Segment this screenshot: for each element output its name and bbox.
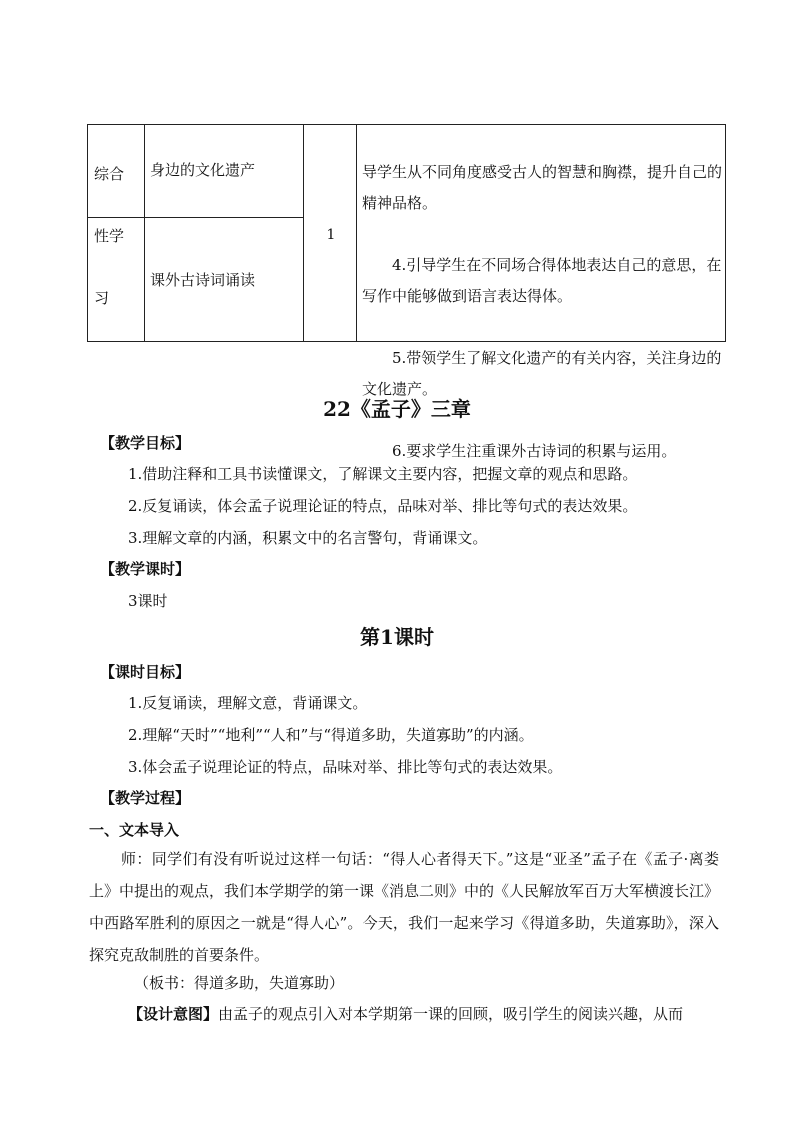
table-divider	[144, 125, 145, 341]
board-note: （板书：得道多助，失道寡助）	[134, 974, 345, 992]
category-line: 综合	[94, 165, 125, 183]
category-line: 习	[94, 289, 110, 307]
teaching-goal-item: 1.借助注释和工具书读懂课文，了解课文主要内容，把握文章的观点和思路。	[128, 465, 638, 483]
table-goals-cell	[362, 126, 722, 498]
design-intent	[128, 1003, 683, 1024]
intro-paragraph: 师：同学们有没有听说过这样一句话：“得人心者得天下。”这是“亚圣”孟子在《孟子·离娄上》中提出的观点，我们本学期学的第一课《消息二则》中的《人民解放军百万大军横渡长江》中西路军胜利的原因之一就是“得人心”。今天，我们一起来学习《得道多助，失道寡助》，深入探究克敌制胜的首要条件。	[89, 850, 720, 964]
class-hours-value: 3课时	[128, 592, 168, 610]
category-line: 性学	[94, 227, 125, 245]
teaching-goal-item: 2.反复诵读，体会孟子说理论证的特点，品味对举、排比等句式的表达效果。	[128, 497, 638, 515]
process-header: 【教学过程】	[100, 789, 191, 807]
period-goals-header: 【课时目标】	[100, 663, 191, 681]
class-hours-header: 【教学课时】	[100, 560, 191, 578]
table-content-row1: 身边的文化遗产	[150, 161, 256, 179]
table-content-row2: 课外古诗词诵读	[150, 271, 256, 289]
goal-text: 导学生从不同角度感受古人的智慧和胸襟，提升自己的精神品格。	[362, 163, 723, 212]
period-goal-item: 3.体会孟子说理论证的特点，品味对举、排比等句式的表达效果。	[128, 758, 563, 776]
design-intent-label: 【设计意图】	[128, 1005, 219, 1023]
section-title: 一、文本导入	[89, 821, 180, 839]
table-divider	[303, 125, 304, 341]
goal-text: 5.带领学生了解文化遗产的有关内容，关注身边的文化遗产。	[362, 349, 722, 398]
teaching-goal-item: 3.理解文章的内涵，积累文中的名言警句，背诵课文。	[128, 529, 488, 547]
teaching-goals-header: 【教学目标】	[100, 434, 191, 452]
goal-text: 4.引导学生在不同场合得体地表达自己的意思，在写作中能够做到语言表达得体。	[362, 256, 722, 305]
period-goal-item: 1.反复诵读，理解文意，背诵课文。	[128, 694, 368, 712]
design-intent-text: 由孟子的观点引入对本学期第一课的回顾，吸引学生的阅读兴趣，从而	[218, 1005, 684, 1023]
table-divider	[356, 125, 357, 341]
lesson-title: 22《孟子》三章	[323, 397, 471, 421]
period-goal-item: 2.理解“天时”“地利”“人和”与“得道多助，失道寡助”的内涵。	[128, 726, 534, 744]
goal-text: 6.要求学生注重课外古诗词的积累与运用。	[392, 442, 677, 460]
table-hours-cell: 1	[326, 227, 336, 243]
period-title: 第1课时	[360, 625, 434, 649]
table-category-cell	[94, 128, 138, 345]
